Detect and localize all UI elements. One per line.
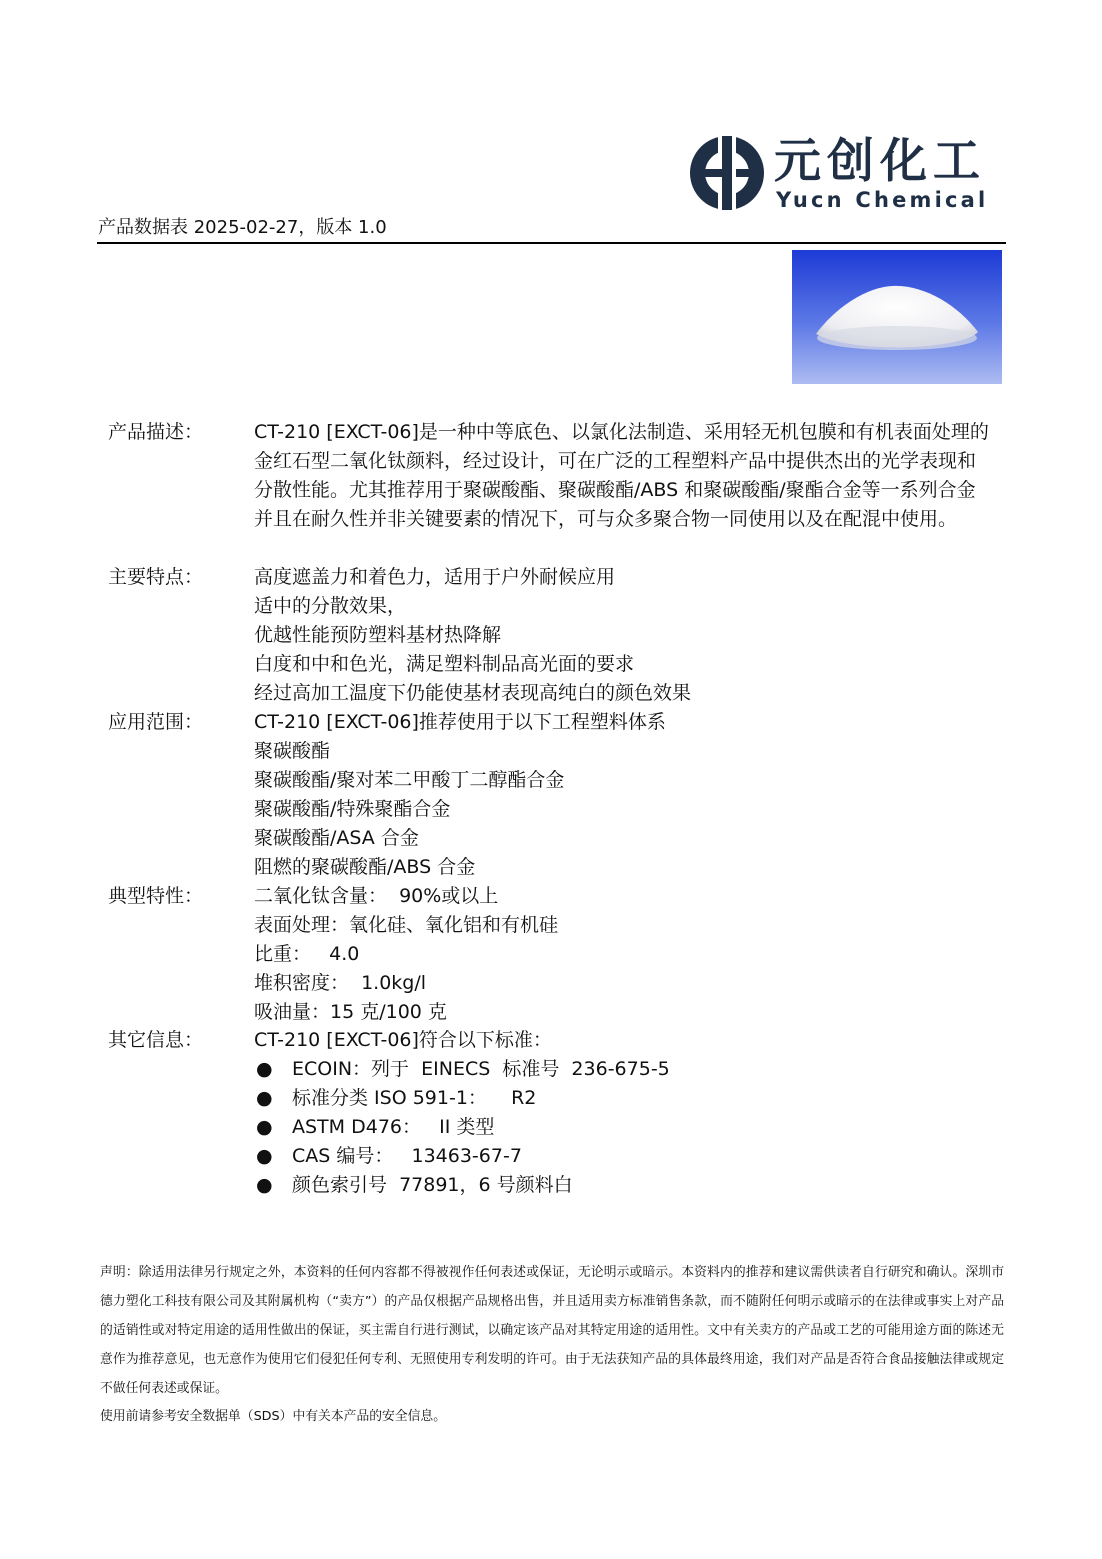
features-label: 主要特点： [108,566,204,588]
standard-item [254,1113,994,1142]
standard-item [254,1055,994,1084]
bullet-icon: ● [256,1087,273,1109]
description-label: 产品描述： [108,421,204,443]
standard-text: ECOIN：列于 EINECS 标准号 236-675-5 [292,1058,670,1080]
property-item: 吸油量：15 克/100 克 [254,1001,447,1023]
property-item: 表面处理：氧化硅、氧化铝和有机硅 [254,914,559,936]
feature-item: 白度和中和色光，满足塑料制品高光面的要求 [254,653,635,675]
application-item: 聚碳酸酯 [254,740,331,762]
feature-item: 经过高加工温度下仍能使基材表现高纯白的颜色效果 [254,682,692,704]
description-text: CT-210 [EXCT-06]是一种中等底色、以氯化法制造、采用轻无机包膜和有机表面处理的金红石型二氧化钛颜料，经过设计，可在广泛的工程塑料产品中提供杰出的光学表现和分散性能。尤其推荐用于聚碳酸酯、聚碳酸酯/ABS 和聚碳酸酯/聚酯合金等一系列合金并且在耐久性并非关键要素的情况下，可与众多聚合物一同使用以及在配混中使用。 [254,421,989,530]
standard-item [254,1142,994,1171]
product-powder-image [792,250,1002,384]
properties-list [254,882,994,1027]
bullet-icon: ● [256,1116,273,1138]
standard-text: ASTM D476： II 类型 [292,1116,495,1138]
other-info-body [254,1026,994,1200]
header-divider [97,242,1006,244]
feature-item: 高度遮盖力和着色力，适用于户外耐候应用 [254,566,616,588]
application-item: CT-210 [EXCT-06]推荐使用于以下工程塑料体系 [254,711,666,733]
property-item: 二氧化钛含量： 90%或以上 [254,885,499,907]
applications-label: 应用范围： [108,711,204,733]
company-logo [688,134,1004,216]
legal-disclaimer: 声明：除适用法律另行规定之外，本资料的任何内容都不得被视作任何表述或保证，无论明示或暗示。本资料内的推荐和建议需供读者自行研究和确认。深圳市德力塑化工科技有限公司及其附属机构（“卖方”）的产品仅根据产品规格出售，并且适用卖方标准销售条款，而不随附任何明示或暗示的在法律或事实上对产品的适销性或对特定用途的适用性做出的保证，买主需自行进行测试，以确定该产品对其特定用途的适用性。文中有关卖方的产品或工艺的可能用途方面的陈述无意作为推荐意见，也无意作为使用它们侵犯任何专利、无照使用专利发明的许可。由于无法获知产品的具体最终用途，我们对产品是否符合食品接触法律或规定不做任何表述或保证。 [100,1265,1004,1396]
application-item: 聚碳酸酯/ASA 合金 [254,827,419,849]
property-item: 堆积密度： 1.0kg/l [254,972,427,994]
applications-list [254,708,994,882]
standard-item [254,1171,994,1200]
brand-name-en: Yucn Chemical [776,188,989,212]
sds-note: 使用前请参考安全数据单（SDS）中有关本产品的安全信息。 [100,1409,447,1424]
properties-label: 典型特性： [108,885,204,907]
feature-item: 优越性能预防塑料基材热降解 [254,624,502,646]
standard-text: CAS 编号： 13463-67-7 [292,1145,522,1167]
application-item: 阻燃的聚碳酸酯/ABS 合金 [254,856,476,878]
feature-item: 适中的分散效果， [254,595,407,617]
standard-text: 标准分类 ISO 591-1： R2 [292,1087,537,1109]
application-item: 聚碳酸酯/特殊聚酯合金 [254,798,451,820]
bullet-icon: ● [256,1174,273,1196]
brand-name-cn: 元创化工 [774,134,986,189]
logo-mark-icon [688,134,766,212]
datasheet-header: 产品数据表 2025-02-27，版本 1.0 [98,217,387,238]
property-item: 比重： 4.0 [254,943,360,965]
application-item: 聚碳酸酯/聚对苯二甲酸丁二醇酯合金 [254,769,565,791]
standards-intro: CT-210 [EXCT-06]符合以下标准： [254,1029,552,1051]
bullet-icon: ● [256,1145,273,1167]
other-info-label: 其它信息： [108,1029,204,1051]
standard-text: 颜色索引号 77891，6 号颜料白 [292,1174,573,1196]
standard-item [254,1084,994,1113]
features-list [254,563,994,708]
bullet-icon: ● [256,1058,273,1080]
